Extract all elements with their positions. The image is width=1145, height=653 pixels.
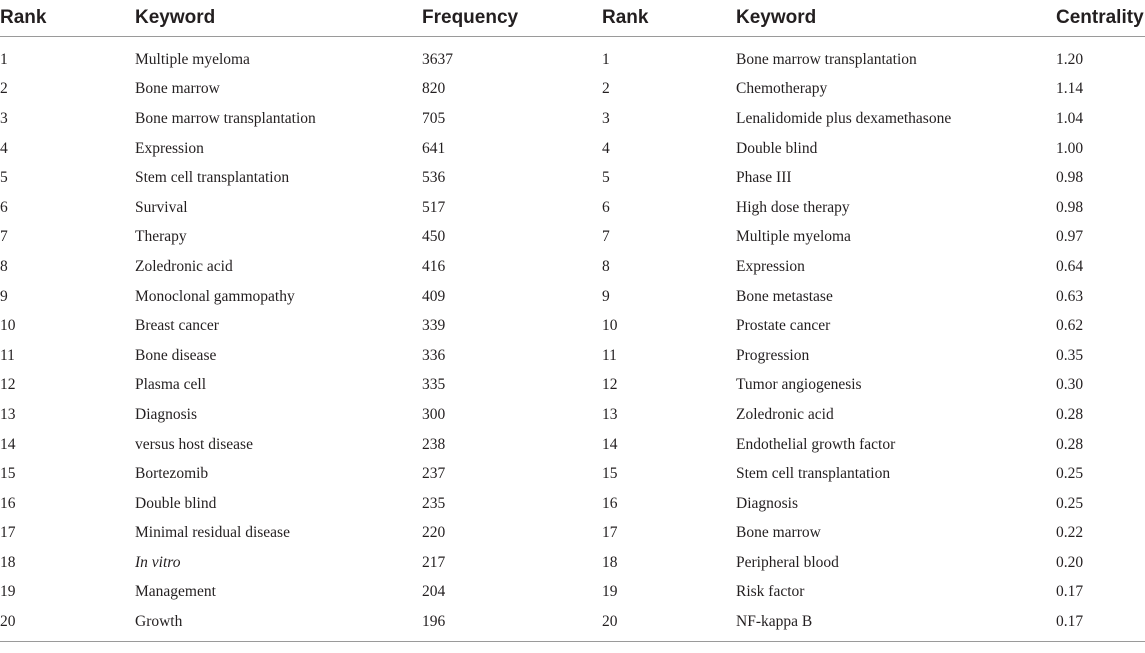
table-header (0, 0, 1145, 37)
rank-centrality-cell: 1 (602, 50, 610, 68)
header-centrality: Centrality (1056, 0, 1145, 37)
keyword-frequency-cell: Management (135, 583, 216, 601)
frequency-cell: 517 (422, 198, 446, 216)
keyword-frequency-cell: Bone marrow transplantation (135, 109, 316, 127)
rank-cell: 14 (0, 435, 16, 453)
centrality-cell: 0.25 (1056, 465, 1084, 483)
rank-cell: 19 (0, 583, 16, 601)
rank-centrality-cell: 7 (602, 228, 610, 246)
table-row (0, 548, 1145, 578)
header-keyword-frequency: Keyword (135, 0, 422, 37)
frequency-cell: 300 (422, 405, 446, 423)
keyword-frequency-cell: Survival (135, 198, 188, 216)
centrality-cell: 1.14 (1056, 80, 1084, 98)
table-row (0, 37, 1145, 75)
keyword-centrality-cell: NF-kappa B (736, 607, 1056, 641)
rank-centrality-cell: 18 (602, 553, 618, 571)
centrality-cell: 0.20 (1056, 553, 1084, 571)
rank-centrality-cell: 17 (602, 524, 618, 542)
table-body (0, 37, 1145, 642)
keyword-centrality-cell: Bone marrow (736, 524, 821, 542)
frequency-cell: 335 (422, 376, 446, 394)
rank-cell: 17 (0, 524, 16, 542)
keyword-centrality-cell: Risk factor (736, 583, 805, 601)
header-keyword-centrality: Keyword (736, 0, 1056, 37)
table-row (0, 311, 1145, 341)
rank-cell: 20 (0, 607, 135, 641)
keyword-centrality-cell: Diagnosis (736, 494, 798, 512)
table-row (0, 75, 1145, 105)
centrality-cell: 0.64 (1056, 257, 1084, 275)
keyword-frequency-cell: Bone disease (135, 346, 217, 364)
centrality-cell: 0.98 (1056, 198, 1084, 216)
rank-cell: 5 (0, 169, 8, 187)
keyword-centrality-cell: Endothelial growth factor (736, 435, 896, 453)
rank-cell: 11 (0, 346, 15, 364)
centrality-cell: 0.25 (1056, 494, 1084, 512)
table-row (0, 607, 1145, 641)
keyword-centrality-cell: Zoledronic acid (736, 405, 834, 423)
rank-centrality-cell: 9 (602, 287, 610, 305)
keyword-frequency-cell: Expression (135, 139, 204, 157)
keyword-centrality-cell: Tumor angiogenesis (736, 376, 862, 394)
rank-cell: 18 (0, 553, 16, 571)
frequency-cell: 450 (422, 228, 446, 246)
header-rank-centrality: Rank (602, 0, 736, 37)
frequency-cell: 536 (422, 169, 446, 187)
header-rank-frequency: Rank (0, 0, 135, 37)
frequency-cell: 705 (422, 109, 446, 127)
keyword-frequency-cell: Plasma cell (135, 376, 207, 394)
keyword-centrality-cell: Bone marrow transplantation (736, 50, 917, 68)
table-row (0, 400, 1145, 430)
keyword-frequency-cell: Stem cell transplantation (135, 169, 290, 187)
table-row (0, 341, 1145, 371)
rank-centrality-cell: 20 (602, 607, 736, 641)
rank-centrality-cell: 11 (602, 346, 617, 364)
keyword-frequency-cell: Double blind (135, 494, 217, 512)
centrality-cell: 0.97 (1056, 228, 1084, 246)
rank-centrality-cell: 19 (602, 583, 618, 601)
keyword-frequency-cell: Minimal residual disease (135, 524, 290, 542)
keyword-centrality-cell: Prostate cancer (736, 317, 831, 335)
rank-cell: 16 (0, 494, 16, 512)
rank-centrality-cell: 12 (602, 376, 618, 394)
keyword-frequency-cell: Growth (135, 607, 422, 641)
rank-centrality-cell: 10 (602, 317, 618, 335)
table-row (0, 430, 1145, 460)
frequency-cell: 238 (422, 435, 446, 453)
keyword-frequency-cell: versus host disease (135, 435, 253, 453)
frequency-cell: 641 (422, 139, 446, 157)
rank-centrality-cell: 6 (602, 198, 610, 216)
frequency-cell: 409 (422, 287, 446, 305)
frequency-cell: 820 (422, 80, 446, 98)
keyword-centrality-cell: Chemotherapy (736, 80, 828, 98)
centrality-cell: 1.20 (1056, 50, 1084, 68)
table-row (0, 104, 1145, 134)
table-row (0, 519, 1145, 549)
centrality-cell: 0.28 (1056, 405, 1084, 423)
frequency-cell: 336 (422, 346, 446, 364)
rank-cell: 13 (0, 405, 16, 423)
keyword-frequency-cell: Bone marrow (135, 80, 220, 98)
centrality-cell: 0.30 (1056, 376, 1084, 394)
rank-cell: 4 (0, 139, 8, 157)
rank-centrality-cell: 3 (602, 109, 610, 127)
table-row (0, 193, 1145, 223)
keyword-centrality-cell: Bone metastase (736, 287, 833, 305)
rank-centrality-cell: 15 (602, 465, 618, 483)
keyword-frequency-cell: Breast cancer (135, 317, 219, 335)
table-row (0, 282, 1145, 312)
frequency-cell: 204 (422, 583, 446, 601)
frequency-cell: 237 (422, 465, 446, 483)
frequency-cell: 196 (422, 607, 602, 641)
centrality-cell: 1.04 (1056, 109, 1084, 127)
frequency-cell: 217 (422, 553, 446, 571)
rank-cell: 10 (0, 317, 16, 335)
rank-cell: 8 (0, 257, 8, 275)
rank-cell: 6 (0, 198, 8, 216)
rank-centrality-cell: 14 (602, 435, 618, 453)
centrality-cell: 0.28 (1056, 435, 1084, 453)
keyword-frequency-cell: Therapy (135, 228, 187, 246)
keyword-centrality-cell: High dose therapy (736, 198, 850, 216)
table-row (0, 223, 1145, 253)
keyword-centrality-cell: Peripheral blood (736, 553, 839, 571)
centrality-cell: 0.17 (1056, 583, 1084, 601)
rank-cell: 12 (0, 376, 16, 394)
keyword-centrality-cell: Double blind (736, 139, 818, 157)
rank-centrality-cell: 16 (602, 494, 618, 512)
rank-centrality-cell: 13 (602, 405, 618, 423)
table-row (0, 252, 1145, 282)
keyword-centrality-cell: Progression (736, 346, 810, 364)
centrality-cell: 0.35 (1056, 346, 1084, 364)
keyword-centrality-cell: Stem cell transplantation (736, 465, 891, 483)
frequency-cell: 416 (422, 257, 446, 275)
rank-centrality-cell: 8 (602, 257, 610, 275)
rank-cell: 1 (0, 50, 8, 68)
centrality-cell: 0.22 (1056, 524, 1084, 542)
rank-centrality-cell: 4 (602, 139, 610, 157)
keyword-frequency-cell: In vitro (135, 553, 181, 571)
keyword-centrality-cell: Multiple myeloma (736, 228, 851, 246)
keyword-frequency-cell: Zoledronic acid (135, 257, 233, 275)
frequency-cell: 235 (422, 494, 446, 512)
centrality-cell: 0.62 (1056, 317, 1084, 335)
table-row (0, 489, 1145, 519)
table-row (0, 578, 1145, 608)
keyword-frequency-cell: Bortezomib (135, 465, 209, 483)
centrality-cell: 1.00 (1056, 139, 1084, 157)
header-frequency: Frequency (422, 0, 602, 37)
table-row (0, 459, 1145, 489)
rank-cell: 7 (0, 228, 8, 246)
rank-cell: 3 (0, 109, 8, 127)
frequency-cell: 220 (422, 524, 446, 542)
centrality-cell: 0.63 (1056, 287, 1084, 305)
keyword-centrality-cell: Phase III (736, 169, 792, 187)
keyword-centrality-cell: Lenalidomide plus dexamethasone (736, 109, 952, 127)
rank-centrality-cell: 2 (602, 80, 610, 98)
keyword-frequency-cell: Multiple myeloma (135, 50, 250, 68)
keyword-frequency-cell: Monoclonal gammopathy (135, 287, 295, 305)
centrality-cell: 0.98 (1056, 169, 1084, 187)
keyword-centrality-cell: Expression (736, 257, 805, 275)
rank-cell: 2 (0, 80, 8, 98)
rank-cell: 9 (0, 287, 8, 305)
frequency-cell: 339 (422, 317, 446, 335)
frequency-cell: 3637 (422, 50, 453, 68)
table-row (0, 134, 1145, 164)
keyword-frequency-cell: Diagnosis (135, 405, 197, 423)
rank-centrality-cell: 5 (602, 169, 610, 187)
table-row (0, 163, 1145, 193)
table-row (0, 371, 1145, 401)
header-row (0, 0, 1145, 37)
centrality-cell: 0.17 (1056, 607, 1145, 641)
rank-cell: 15 (0, 465, 16, 483)
